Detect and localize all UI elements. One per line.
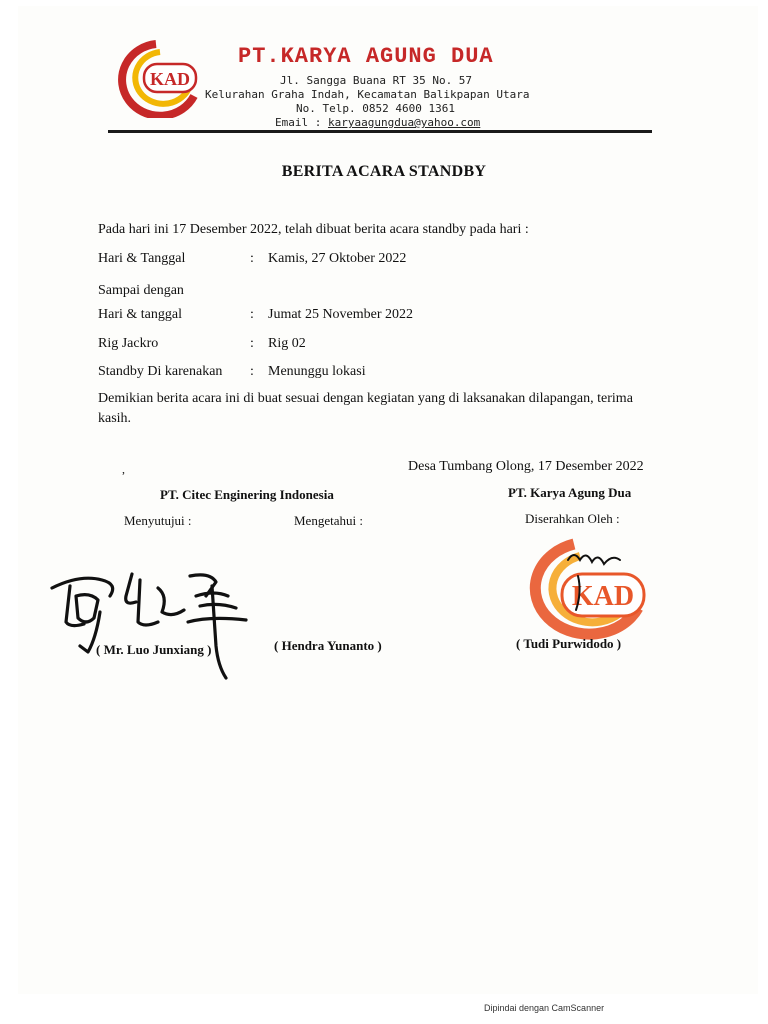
field-colon: : [250, 251, 254, 266]
closing-paragraph: Demikian berita acara ini di buat sesuai dengan kegiatan yang di laksanakan dilapangan, terima kasih. [98, 391, 633, 426]
scanner-watermark: Dipindai dengan CamScanner [484, 1003, 605, 1013]
field-colon: : [250, 307, 254, 322]
company-logo [110, 38, 202, 118]
field-label-until: Sampai dengan [98, 283, 184, 298]
company-name: PT.KARYA AGUNG DUA [238, 44, 494, 69]
company-stamp [508, 536, 648, 640]
witness-name: ( Hendra Yunanto ) [274, 638, 382, 653]
letterhead-divider [108, 130, 652, 133]
email-line [275, 116, 480, 129]
field-value-end-date: Jumat 25 November 2022 [268, 307, 414, 322]
field-label-rig: Rig Jackro [98, 336, 159, 351]
document-title: BERITA ACARA STANDBY [281, 163, 487, 180]
field-value-rig: Rig 02 [268, 336, 306, 351]
field-label-start-date: Hari & Tanggal [98, 251, 186, 266]
stamp-text: KAD [571, 581, 635, 612]
document-page [18, 6, 758, 994]
right-organization: PT. Karya Agung Dua [508, 485, 632, 500]
intro-text: Pada hari ini 17 Desember 2022, telah dibuat berita acara standby pada hari : [98, 222, 529, 237]
field-value-start-date: Kamis, 27 Oktober 2022 [268, 251, 407, 266]
left-organization: PT. Citec Enginering Indonesia [160, 487, 334, 502]
field-label-reason: Standby Di karenakan [98, 364, 223, 379]
handwritten-signature [40, 566, 260, 682]
place-date: Desa Tumbang Olong, 17 Desember 2022 [408, 459, 644, 474]
field-label-end-date: Hari & tanggal [98, 307, 182, 322]
stray-mark: , [122, 462, 125, 476]
approver-name: ( Mr. Luo Junxiang ) [96, 642, 212, 657]
submitter-name: ( Tudi Purwidodo ) [516, 636, 622, 651]
address-line-2: Kelurahan Graha Indah, Kecamatan Balikpapan Utara [205, 88, 530, 101]
field-colon: : [250, 336, 254, 351]
logo-text: KAD [150, 69, 190, 89]
acknowledge-label: Mengetahui : [294, 513, 363, 528]
field-value-reason: Menunggu lokasi [268, 364, 366, 379]
phone-line: No. Telp. 0852 4600 1361 [296, 102, 455, 115]
approve-label: Menyutujui : [124, 513, 192, 528]
address-line-1: Jl. Sangga Buana RT 35 No. 57 [280, 74, 473, 87]
email-label: Email : [275, 116, 322, 129]
email-link[interactable]: karyaagungdua@yahoo.com [327, 116, 481, 129]
field-colon: : [250, 364, 254, 379]
submit-label: Diserahkan Oleh : [525, 511, 620, 526]
